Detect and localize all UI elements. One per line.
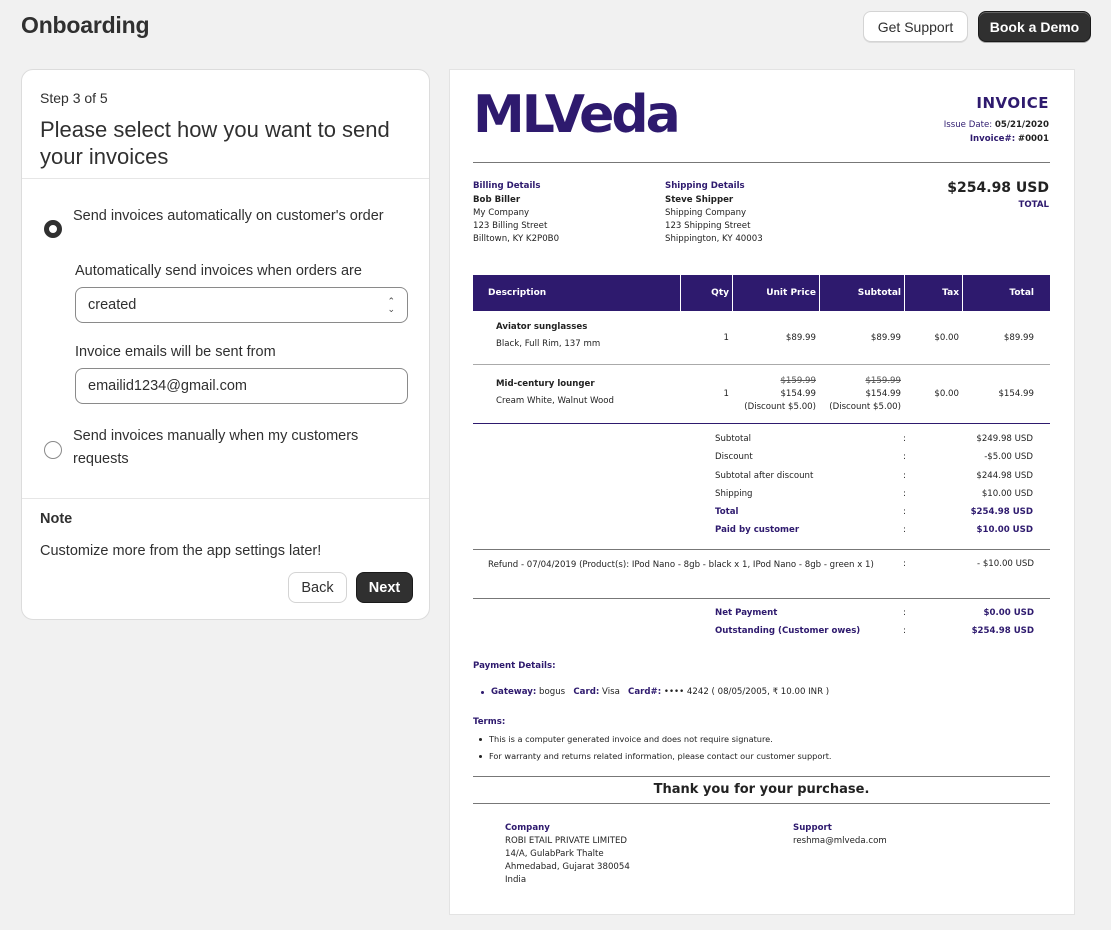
billing-name: Bob Biller — [473, 195, 521, 205]
trigger-select-value: created — [88, 297, 137, 313]
summary-block — [715, 433, 1035, 543]
note-title: Note — [40, 511, 73, 527]
invoice-number-value: #0001 — [1017, 134, 1049, 144]
invoice-total-amount: $254.98 USD — [947, 180, 1049, 196]
radio-manual-send[interactable] — [44, 441, 62, 459]
payment-details-row — [491, 686, 829, 699]
note-text: Customize more from the app settings later! — [40, 543, 322, 559]
item-total: $89.99 — [1003, 333, 1034, 343]
card-heading: Please select how you want to send your invoices — [40, 117, 390, 169]
option-manual-send-label[interactable]: Send invoices manually when my customers requests — [73, 428, 359, 467]
shipping-city: Shippington, KY 40003 — [665, 234, 763, 244]
bullet — [479, 738, 482, 741]
from-email-label: Invoice emails will be sent from — [75, 344, 276, 360]
billing-street: 123 Billing Street — [473, 221, 548, 231]
page-title: Onboarding — [21, 12, 150, 38]
item-unit-price: $154.99 — [780, 389, 816, 399]
bullet — [479, 755, 482, 758]
divider — [473, 776, 1050, 777]
mlveda-logo: MLVeda — [473, 85, 678, 145]
divider — [473, 162, 1050, 163]
item-qty: 1 — [723, 333, 729, 343]
invoice-preview — [449, 69, 1075, 915]
item-name: Aviator sunglasses — [496, 322, 588, 332]
shipping-details — [665, 180, 763, 246]
divider — [473, 803, 1050, 804]
payment-details-label: Payment Details: — [473, 661, 556, 671]
summary-colon: : — [903, 434, 906, 444]
invoice-title: INVOICE — [976, 94, 1049, 112]
col-tax: Tax — [942, 288, 959, 298]
summary-label: Paid by customer — [715, 525, 800, 536]
book-demo-button[interactable]: Book a Demo — [978, 11, 1091, 42]
billing-company: My Company — [473, 208, 530, 218]
select-chevron-icon: ⌃ ⌄ — [387, 296, 395, 314]
item-tax: $0.00 — [934, 389, 959, 399]
company-block — [505, 822, 630, 887]
shipping-street: 123 Shipping Street — [665, 221, 751, 231]
card-number-value: •••• 4242 ( 08/05/2005, ₹ 10.00 INR ) — [663, 687, 830, 697]
col-total: Total — [1009, 288, 1034, 298]
summary-colon: : — [903, 525, 906, 536]
support-label: Support — [793, 823, 832, 833]
invoice-total-label: TOTAL — [1018, 200, 1049, 210]
summary-row — [715, 470, 1035, 488]
summary-label: Subtotal — [715, 434, 752, 444]
company-line: India — [505, 875, 527, 885]
item-variant: Cream White, Walnut Wood — [496, 396, 615, 406]
outstanding-label: Outstanding (Customer owes) — [715, 626, 861, 636]
divider — [473, 364, 1050, 365]
from-email-value: emailid1234@gmail.com — [88, 378, 247, 394]
item-subtotal-cell — [820, 375, 901, 414]
summary-label: Discount — [715, 452, 753, 463]
summary-colon: : — [903, 488, 906, 499]
item-qty: 1 — [723, 389, 729, 399]
col-description: Description — [488, 288, 547, 298]
company-line: 14/A, GulabPark Thalte — [505, 849, 604, 859]
summary-label: Subtotal after discount — [715, 470, 814, 481]
divider — [22, 498, 429, 499]
support-block — [793, 822, 887, 848]
item-unit-price: $89.99 — [785, 333, 816, 343]
get-support-button[interactable]: Get Support — [863, 11, 968, 42]
thank-you-message: Thank you for your purchase. — [653, 782, 870, 797]
refund-text: Refund - 07/04/2019 (Product(s): IPod Nano - 8gb - black x 1, IPod Nano - 8gb - green x 1) — [488, 560, 874, 570]
support-email: reshma@mlveda.com — [793, 836, 887, 846]
item-unit-price-cell — [733, 375, 816, 414]
option-auto-send-label[interactable]: Send invoices automatically on customer's order — [73, 208, 384, 224]
divider — [473, 549, 1050, 550]
divider — [22, 178, 429, 179]
trigger-select[interactable] — [75, 287, 408, 323]
card-label: Card: — [573, 687, 600, 697]
shipping-name: Steve Shipper — [665, 195, 734, 205]
item-total: $154.99 — [998, 389, 1034, 399]
summary-row — [715, 488, 1035, 506]
item-subtotal: $154.99 — [865, 389, 901, 399]
item-variant: Black, Full Rim, 137 mm — [496, 339, 601, 349]
summary-value: $10.00 USD — [976, 525, 1033, 536]
summary-value: $249.98 USD — [976, 434, 1033, 444]
summary-label: Total — [715, 507, 739, 518]
card-value: Visa — [602, 687, 620, 697]
company-line: Ahmedabad, Gujarat 380054 — [505, 862, 630, 872]
col-unit-price: Unit Price — [766, 288, 816, 298]
bullet — [481, 691, 484, 694]
card-number-label: Card#: — [628, 687, 662, 697]
summary-row — [715, 451, 1035, 469]
issue-date-label: Issue Date: — [943, 120, 993, 130]
billing-label: Billing Details — [473, 181, 541, 191]
outstanding-colon: : — [903, 626, 906, 636]
refund-value: - $10.00 USD — [977, 559, 1034, 569]
net-payment-value: $0.00 USD — [983, 608, 1034, 618]
net-payment-label: Net Payment — [715, 608, 778, 618]
item-subtotal-old: $159.99 — [865, 376, 901, 386]
next-button[interactable]: Next — [356, 572, 413, 603]
terms-item: For warranty and returns related information, please contact our customer support. — [489, 751, 832, 761]
item-unit-price-old: $159.99 — [780, 376, 816, 386]
issue-date-row — [944, 119, 1049, 132]
item-unit-discount: (Discount $5.00) — [744, 402, 816, 412]
summary-colon: : — [903, 507, 906, 518]
items-table-header — [473, 275, 1050, 311]
terms-label: Terms: — [473, 717, 506, 727]
item-subtotal-discount: (Discount $5.00) — [829, 402, 901, 412]
summary-row-total — [715, 506, 1035, 524]
company-label: Company — [505, 823, 550, 833]
shipping-company: Shipping Company — [665, 208, 747, 218]
item-tax: $0.00 — [934, 333, 959, 343]
from-email-input[interactable] — [75, 368, 408, 404]
gateway-label: Gateway: — [491, 687, 537, 697]
refund-colon: : — [903, 559, 906, 569]
terms-item: This is a computer generated invoice and does not require signature. — [489, 734, 773, 744]
summary-value: $10.00 USD — [981, 488, 1033, 499]
outstanding-value: $254.98 USD — [971, 626, 1034, 636]
invoice-number-row — [970, 133, 1049, 146]
summary-value: $244.98 USD — [976, 470, 1033, 481]
issue-date-value: 05/21/2020 — [994, 120, 1049, 130]
col-subtotal: Subtotal — [857, 288, 901, 298]
summary-colon: : — [903, 470, 906, 481]
billing-details — [473, 180, 559, 246]
onboarding-card — [21, 69, 430, 620]
shipping-label: Shipping Details — [665, 181, 745, 191]
company-line: ROBI ETAIL PRIVATE LIMITED — [505, 836, 628, 846]
divider — [473, 423, 1050, 424]
item-subtotal: $89.99 — [870, 333, 901, 343]
radio-auto-send[interactable] — [44, 220, 62, 238]
summary-label: Shipping — [715, 488, 753, 499]
summary-value: $254.98 USD — [970, 507, 1033, 518]
step-indicator: Step 3 of 5 — [40, 90, 108, 106]
trigger-label: Automatically send invoices when orders are — [75, 263, 362, 279]
divider — [473, 598, 1050, 599]
back-button[interactable]: Back — [288, 572, 347, 603]
summary-colon: : — [903, 452, 906, 463]
net-payment-colon: : — [903, 608, 906, 618]
summary-row-paid — [715, 524, 1035, 542]
col-qty: Qty — [711, 288, 729, 298]
invoice-number-label: Invoice#: — [969, 134, 1016, 144]
billing-city: Billtown, KY K2P0B0 — [473, 234, 560, 244]
gateway-value: bogus — [539, 687, 566, 697]
summary-row — [715, 433, 1035, 451]
item-name: Mid-century lounger — [496, 379, 595, 389]
summary-value: -$5.00 USD — [984, 452, 1033, 463]
